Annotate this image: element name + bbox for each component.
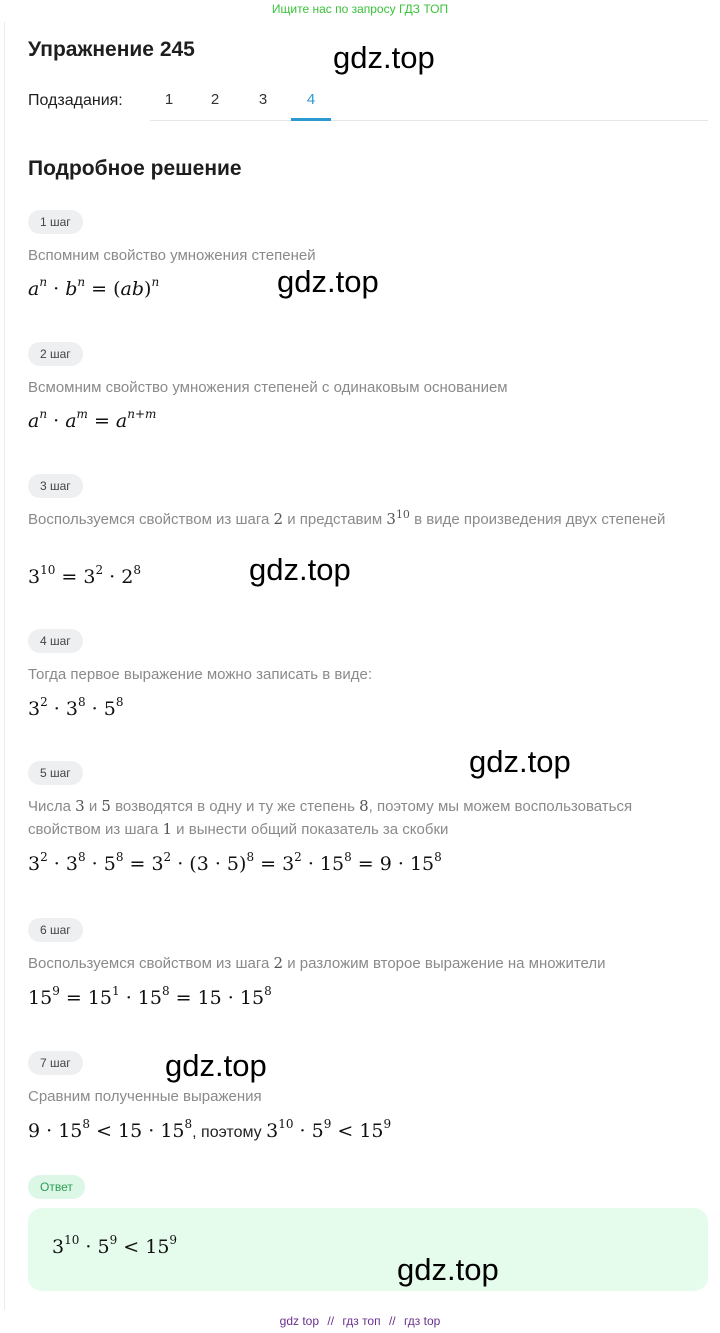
step-text: Вспомним свойство умножения степеней (28, 247, 316, 264)
footer-separator: // (327, 1314, 335, 1328)
step-text: Числа 3 и 5 возводятся в одну и ту же степень 8, поэтому мы можем воспользоваться свойством из шага 1 и вынести общий показатель за скобки (28, 797, 633, 838)
footer-link[interactable]: гдз top (403, 1314, 441, 1328)
step-text: Воспользуемся свойством из шага 2 и представим $3^{10}$ в виде произведения двух степеней (28, 508, 666, 528)
step-badge: 2 шаг (28, 342, 83, 366)
footer-link[interactable]: gdz top (279, 1314, 320, 1328)
step-formula: $a^n \cdot a^m = a^{n+m}$ (28, 407, 157, 432)
answer-badge: Ответ (28, 1175, 85, 1199)
subtask-tab-4[interactable]: 4 (306, 91, 316, 108)
step-formula: $a^n \cdot b^n = (ab)^n$ (28, 275, 160, 300)
subtasks-label: Подзадания: (28, 92, 123, 109)
step-badge: 4 шаг (28, 629, 83, 653)
answer-box (28, 1208, 708, 1291)
watermark: gdz.top (397, 1252, 499, 1287)
subtask-tab-2[interactable]: 2 (210, 91, 220, 108)
step-formula: $3^{10} = 3^2 \cdot 2^8$ (28, 563, 141, 588)
step-text: Всмомним свойство умножения степеней с одинаковым основанием (28, 379, 508, 396)
watermark: gdz.top (277, 264, 379, 299)
step-text: Воспользуемся свойством из шага 2 и разложим второе выражение на множители (28, 954, 606, 972)
step-formula: $15^9 = 15^1 \cdot 15^8 = 15 \cdot 15^8$ (28, 984, 272, 1009)
footer-link[interactable]: гдз топ (342, 1314, 381, 1328)
step-text: Сравним полученные выражения (28, 1088, 262, 1105)
solution-title: Подробное решение (28, 157, 242, 180)
step-badge: 3 шаг (28, 474, 83, 498)
step-badge: 7 шаг (28, 1051, 83, 1075)
subtask-tab-1[interactable]: 1 (164, 91, 174, 108)
step-formula: $3^2 \cdot 3^8 \cdot 5^8 = 3^2 \cdot (3 \cdot 5)^8 = 3^2 \cdot 15^8 = 9 \cdot 15^8$ (28, 850, 442, 875)
step-badge: 1 шаг (28, 210, 83, 234)
watermark: gdz.top (469, 744, 571, 779)
answer-formula: $3^{10} \cdot 5^9 < 15^9$ (52, 1233, 178, 1258)
active-tab-indicator (291, 118, 331, 121)
footer-links (0, 1314, 720, 1328)
watermark: gdz.top (333, 40, 435, 75)
step-formula: $3^2 \cdot 3^8 \cdot 5^8$ (28, 695, 124, 720)
exercise-title: Упражнение 245 (28, 38, 195, 61)
watermark: gdz.top (249, 552, 351, 587)
footer-separator: // (388, 1314, 396, 1328)
watermark: gdz.top (165, 1048, 267, 1083)
step-text: Тогда первое выражение можно записать в виде: (28, 666, 372, 683)
tabs-baseline (150, 120, 708, 121)
subtask-tab-3[interactable]: 3 (258, 91, 268, 108)
step-formula: $9 \cdot 15^8 < 15 \cdot 15^8$, поэтому $3^{10} \cdot 5^9 < 15^9$ (28, 1117, 392, 1142)
search-banner[interactable]: Ищите нас по запросу ГДЗ ТОП (271, 2, 449, 16)
step-badge: 5 шаг (28, 761, 83, 785)
step-badge: 6 шаг (28, 918, 83, 942)
